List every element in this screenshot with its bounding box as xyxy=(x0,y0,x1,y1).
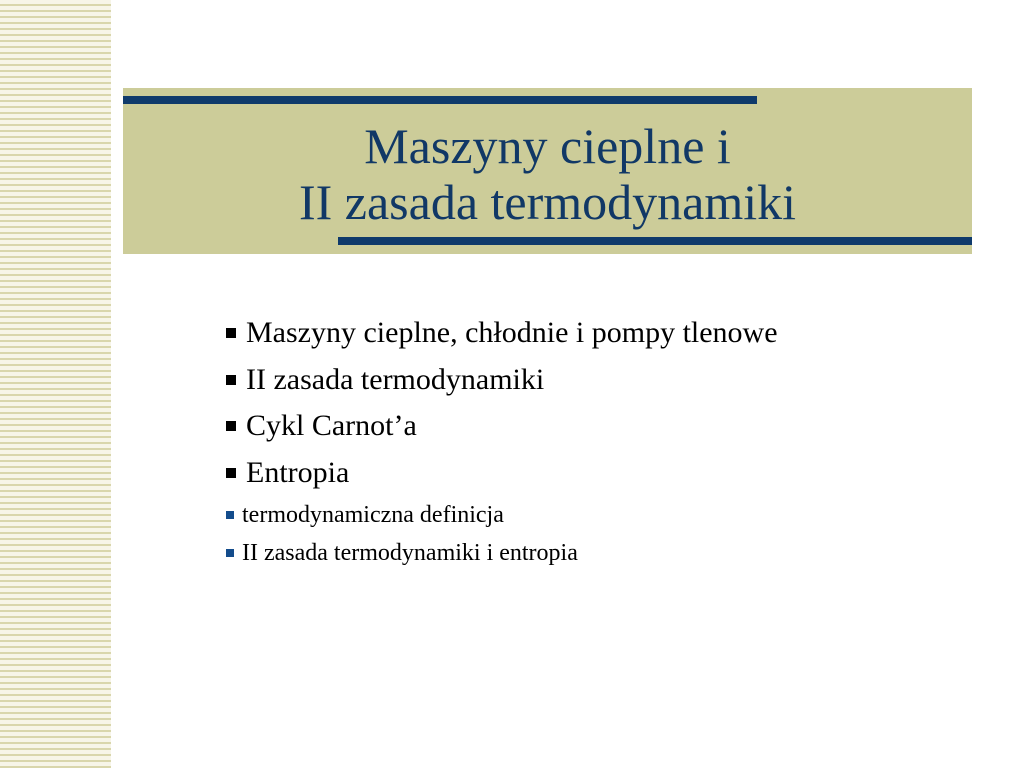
sub-bullet-item xyxy=(222,496,778,534)
sub-bullet-text: II zasada termodynamiki i entropia xyxy=(242,539,578,566)
bullet-item xyxy=(222,310,778,357)
title-rule-top xyxy=(123,96,757,104)
bullet-item xyxy=(222,357,778,404)
slide-title-line-2: II zasada termodynamiki xyxy=(298,174,797,230)
square-bullet-icon xyxy=(226,468,236,478)
square-bullet-icon xyxy=(226,549,234,557)
square-bullet-icon xyxy=(226,421,236,431)
square-bullet-icon xyxy=(226,375,236,385)
bullet-text: Cykl Carnot’a xyxy=(246,409,417,443)
bullet-list xyxy=(222,310,778,572)
bullet-item xyxy=(222,450,778,497)
slide-title-line-1: Maszyny cieplne i xyxy=(364,118,731,174)
slide-title xyxy=(123,118,972,230)
bullet-text: Entropia xyxy=(246,455,350,489)
bullet-item xyxy=(222,403,778,450)
square-bullet-icon xyxy=(226,328,236,338)
title-rule-bottom xyxy=(338,237,972,245)
bullet-text: Maszyny cieplne, chłodnie i pompy tlenowe xyxy=(246,316,778,350)
sub-bullet-item xyxy=(222,534,778,572)
decorative-side-stripes xyxy=(0,0,111,768)
square-bullet-icon xyxy=(226,511,234,519)
bullet-text: II zasada termodynamiki xyxy=(246,362,545,396)
sub-bullet-text: termodynamiczna definicja xyxy=(242,501,504,528)
